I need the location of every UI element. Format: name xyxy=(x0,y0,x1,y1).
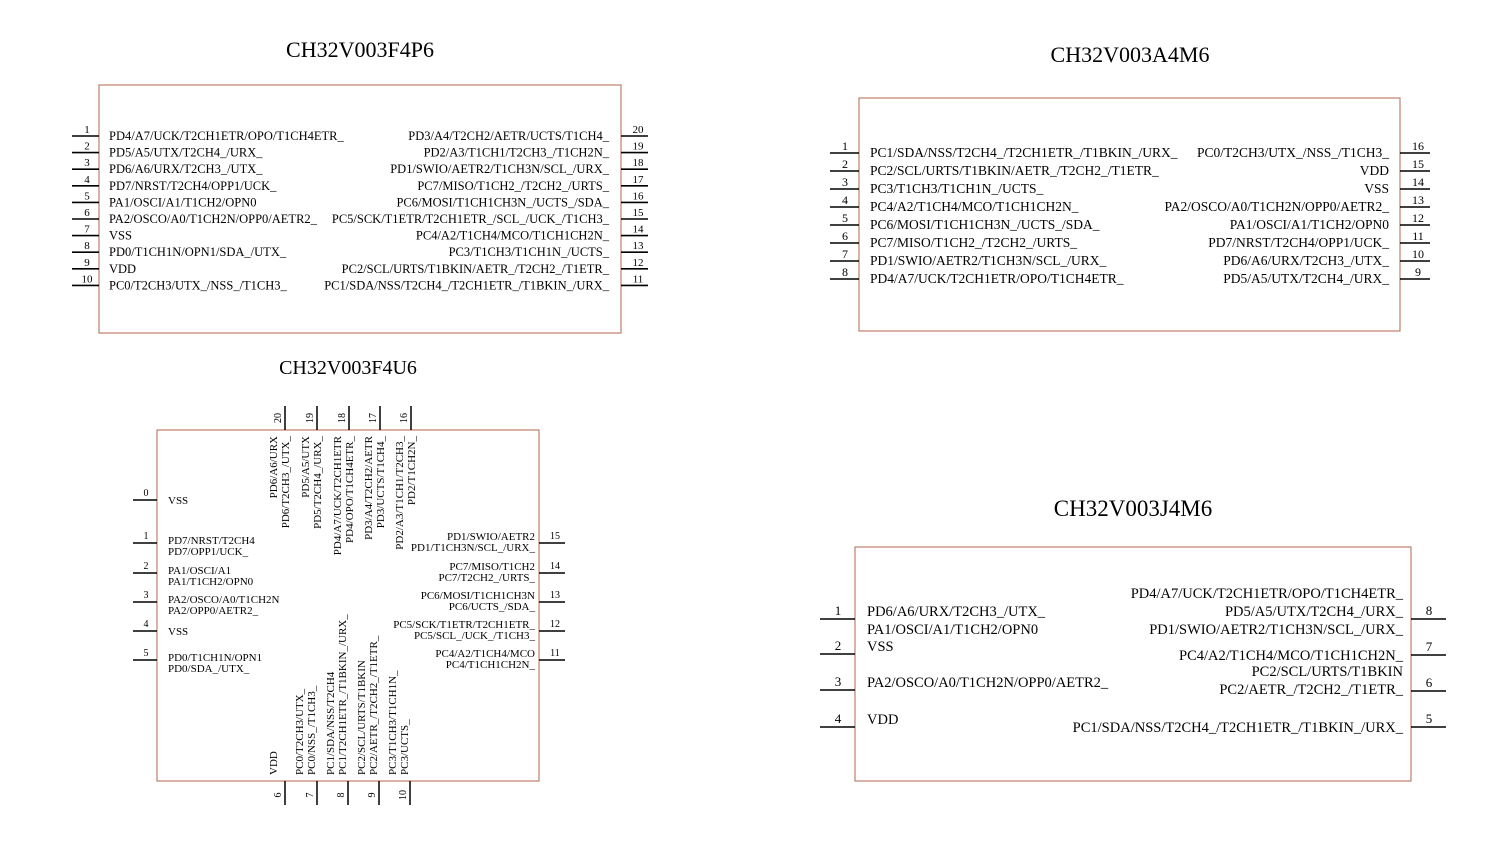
pin-label: PD3/A4/T2CH2/AETR xyxy=(363,436,375,540)
pin-number: 5 xyxy=(1425,711,1433,726)
pin-number: 6 xyxy=(1425,675,1433,690)
pin-number: 15 xyxy=(1412,157,1424,171)
pin-16 xyxy=(1197,139,1430,160)
pin-label: PD1/T1CH3N/SCL_/URX_ xyxy=(410,542,535,554)
pin-label: PD0/SDA_/UTX_ xyxy=(168,663,250,675)
pin-number: 15 xyxy=(550,531,560,542)
pin-number: 5 xyxy=(842,211,848,225)
pin-number: 1 xyxy=(84,124,90,136)
chip-body xyxy=(859,98,1400,331)
pin-number: 20 xyxy=(632,124,644,136)
pin-16 xyxy=(394,406,418,550)
pin-label: PC2/SCL/URTS/T1BKIN xyxy=(1251,664,1403,680)
pin-14 xyxy=(438,561,565,584)
pin-18 xyxy=(390,157,648,176)
pin-label: PC1/SDA/NSS/T2CH4_/T2CH1ETR_/T1BKIN_/URX_ xyxy=(870,145,1178,160)
pin-number: 8 xyxy=(1425,603,1433,618)
pin-label: PD5/A5/UTX/T2CH4_/URX_ xyxy=(1223,271,1389,286)
pin-16 xyxy=(396,190,648,209)
pin-label: VDD xyxy=(268,751,280,775)
pin-number: 1 xyxy=(143,531,149,542)
pin-number: 5 xyxy=(143,648,149,659)
pin-label: PD2/T1CH2N_ xyxy=(406,436,418,506)
pin-number: 19 xyxy=(632,140,644,153)
pin-number: 0 xyxy=(143,488,149,499)
pin-label: PC2/SCL/URTS/T1BKIN/AETR_/T2CH2_/T1ETR_ xyxy=(870,163,1159,178)
pin-12 xyxy=(342,257,648,276)
pin-17 xyxy=(363,406,387,540)
pin-label: PD4/OPO/T1CH4ETR_ xyxy=(344,436,356,543)
pin-label: PC2/SCL/URTS/T1BKIN xyxy=(356,660,368,775)
pin-number: 6 xyxy=(273,792,284,798)
pin-number: 3 xyxy=(84,157,90,170)
pin-label: PD4/A7/UCK/T2CH1ETR xyxy=(332,436,344,556)
pin-label: PC4/A2/T1CH4/MCO/T1CH1CH2N_ xyxy=(1179,648,1403,664)
pin-number: 10 xyxy=(398,790,409,800)
pin-5 xyxy=(830,211,1100,232)
pin-label: PD2/A3/T1CH1/T2CH3_ xyxy=(394,436,406,550)
pin-label: PC5/SCK/T1ETR/T2CH1ETR_ xyxy=(393,619,535,631)
pin-number: 9 xyxy=(84,256,90,269)
pin-label: PD6/A6/URX/T2CH3_/UTX_ xyxy=(867,604,1046,620)
pin-label: PD5/A5/UTX/T2CH4_/URX_ xyxy=(1224,604,1403,620)
pin-label: PC6/MOSI/T1CH1CH3N_/UCTS_/SDA_ xyxy=(396,195,609,210)
pin-number: 12 xyxy=(632,256,644,269)
pin-label: VDD xyxy=(867,712,899,728)
pin-number: 4 xyxy=(84,173,90,186)
pin-number: 18 xyxy=(632,157,644,170)
pin-3 xyxy=(830,175,1044,196)
pin-10 xyxy=(1223,247,1430,268)
chip-title: CH32V003A4M6 xyxy=(1050,42,1210,67)
pin-label: PC2/SCL/URTS/T1BKIN/AETR_/T2CH2_/T1ETR_ xyxy=(341,261,609,276)
pin-number: 6 xyxy=(842,229,848,243)
pin-20 xyxy=(408,124,648,143)
pin-11 xyxy=(435,648,565,671)
pin-number: 19 xyxy=(305,413,316,423)
pin-label: PD5/T2CH4_/URX_ xyxy=(312,436,324,529)
pin-label: PD6/A6/URX/T2CH3_/UTX_ xyxy=(109,162,263,177)
pin-number: 3 xyxy=(834,674,842,689)
chip-f4u6 xyxy=(133,357,565,805)
pin-15 xyxy=(332,207,648,226)
pin-label: PC2/AETR_/T2CH2_/T1ETR_ xyxy=(1219,682,1403,698)
pin-number: 5 xyxy=(84,190,90,203)
pin-label: VSS xyxy=(168,626,189,638)
pin-8 xyxy=(1131,586,1446,638)
pin-4 xyxy=(72,174,277,193)
pin-7 xyxy=(830,247,1107,268)
pin-13 xyxy=(449,240,648,259)
pin-5 xyxy=(72,190,257,209)
pin-label: PC7/MISO/T1CH2 xyxy=(449,561,535,573)
pin-label: PD0/T1CH1N/OPN1/SDA_/UTX_ xyxy=(109,245,287,260)
pin-label: PC4/A2/T1CH4/MCO xyxy=(435,648,535,660)
pin-label: PD4/A7/UCK/T2CH1ETR/OPO/T1CH4ETR_ xyxy=(109,129,344,143)
pin-number: 13 xyxy=(632,240,644,253)
pin-0 xyxy=(133,488,188,507)
pin-label: PC5/SCL_/UCK_/T1CH3_ xyxy=(413,630,535,642)
pin-number: 14 xyxy=(1412,175,1424,189)
pin-number: 9 xyxy=(1415,265,1421,279)
pin-label: PD1/SWIO/AETR2/T1CH3N/SCL_/URX_ xyxy=(1149,622,1403,638)
pin-label: PD5/A5/UTX/T2CH4_/URX_ xyxy=(109,145,263,160)
pin-label: PD4/A7/UCK/T2CH1ETR/OPO/T1CH4ETR_ xyxy=(870,271,1124,286)
pin-number: 13 xyxy=(1412,193,1424,207)
pin-number: 17 xyxy=(632,173,644,186)
pin-label: PD7/NRST/T2CH4/OPP1/UCK_ xyxy=(1208,235,1389,250)
pin-1 xyxy=(830,139,1178,160)
chip-f4p6 xyxy=(72,37,648,333)
pin-label: VSS xyxy=(168,495,189,507)
pin-7 xyxy=(72,224,132,243)
pin-number: 6 xyxy=(84,207,90,219)
pin-label: PD5/A5/UTX xyxy=(300,436,312,498)
pin-label: VDD xyxy=(1359,163,1389,178)
pin-label: PA1/OSCI/A1/T1CH2/OPN0 xyxy=(1229,217,1389,232)
pin-label: PD3/UCTS/T1CH4_ xyxy=(375,436,387,529)
pin-label: PA1/OSCI/A1/T1CH2/OPN0 xyxy=(109,195,257,210)
pin-10 xyxy=(387,670,411,805)
pin-number: 16 xyxy=(399,413,410,423)
pin-5 xyxy=(133,648,262,675)
pin-6 xyxy=(830,229,1077,250)
pin-number: 7 xyxy=(305,792,316,798)
pin-label: PC0/T2CH3/UTX_/NSS_/T1CH3_ xyxy=(109,278,287,293)
pin-label: PC1/T2CH1ETR_/T1BKIN_/URX_ xyxy=(337,614,349,775)
pin-2 xyxy=(830,157,1159,178)
pin-label: PD1/SWIO/AETR2 xyxy=(447,531,535,543)
pin-label: PC3/T1CH3/T1CH1N_/UCTS_ xyxy=(448,245,609,260)
pin-number: 11 xyxy=(632,273,644,286)
pin-number: 8 xyxy=(84,240,90,253)
pin-label: PA1/OSCI/A1 xyxy=(168,565,232,577)
pin-number: 9 xyxy=(367,792,378,798)
pin-4 xyxy=(820,711,898,728)
pin-label: PC2/AETR_/T2CH2_/T1ETR_ xyxy=(368,635,380,775)
chip-title: CH32V003F4U6 xyxy=(279,357,417,379)
pin-number: 8 xyxy=(842,265,848,279)
pin-number: 10 xyxy=(81,273,93,286)
pin-8 xyxy=(72,240,287,259)
pin-11 xyxy=(1208,229,1430,250)
pin-19 xyxy=(300,406,324,529)
pin-1 xyxy=(820,603,1046,638)
pin-number: 15 xyxy=(632,207,644,219)
pin-label: PD7/NRST/T2CH4 xyxy=(168,535,255,547)
pin-label: PC5/SCK/T1ETR/T2CH1ETR_/SCL_/UCK_/T1CH3_ xyxy=(331,212,609,226)
pin-label: PA1/T1CH2/OPN0 xyxy=(168,576,254,588)
pin-label: PD1/SWIO/AETR2/T1CH3N/SCL_/URX_ xyxy=(390,162,609,177)
pin-label: PC4/A2/T1CH4/MCO/T1CH1CH2N_ xyxy=(415,228,609,243)
pin-label: PC4/T1CH1CH2N_ xyxy=(445,659,535,671)
pin-label: VSS xyxy=(1364,181,1389,196)
pin-number: 2 xyxy=(842,157,848,171)
pin-3 xyxy=(72,157,263,176)
chip-title: CH32V003J4M6 xyxy=(1053,496,1213,521)
pin-4 xyxy=(830,193,1079,214)
pin-label: PC1/SDA/NSS/T2CH4_/T2CH1ETR_/T1BKIN_/URX_ xyxy=(324,278,609,293)
chip-a4m6 xyxy=(830,42,1430,331)
pin-label: PA2/OPP0/AETR2_ xyxy=(168,605,259,617)
pin-label: PD3/A4/T2CH2/AETR/UCTS/T1CH4_ xyxy=(408,129,609,143)
pin-6 xyxy=(268,751,285,805)
pin-1 xyxy=(72,124,344,143)
pin-7 xyxy=(294,685,318,805)
pin-number: 12 xyxy=(1412,211,1424,225)
pin-label: PD7/NRST/T2CH4/OPP1/UCK_ xyxy=(109,178,277,193)
pin-number: 18 xyxy=(337,413,348,423)
pin-17 xyxy=(417,174,648,193)
pin-14 xyxy=(416,224,648,243)
pin-number: 16 xyxy=(1412,139,1424,153)
pin-label: PC0/T2CH3/UTX_ xyxy=(294,688,306,775)
pin-2 xyxy=(820,638,894,655)
pin-number: 7 xyxy=(84,223,90,236)
pin-4 xyxy=(133,619,188,638)
pin-number: 16 xyxy=(632,190,644,203)
pin-15 xyxy=(411,531,565,554)
pin-number: 7 xyxy=(842,247,848,261)
pin-label: PC0/NSS_/T1CH3_ xyxy=(306,685,318,775)
pin-label: PD4/A7/UCK/T2CH1ETR/OPO/T1CH4ETR_ xyxy=(1130,586,1403,602)
pin-number: 2 xyxy=(84,140,90,153)
pin-number: 11 xyxy=(550,648,560,659)
pin-label: PA2/OSCO/A0/T1CH2N/OPP0/AETR2_ xyxy=(109,212,317,226)
pin-label: PD7/OPP1/UCK_ xyxy=(168,546,249,558)
pin-label: PC6/MOSI/T1CH1CH3N_/UCTS_/SDA_ xyxy=(870,217,1100,232)
pin-number: 8 xyxy=(336,792,347,798)
pin-number: 4 xyxy=(842,193,848,207)
pin-label: PC6/UCTS_/SDA_ xyxy=(448,601,535,613)
pin-label: PC1/SDA/NSS/T2CH4_/T2CH1ETR_/T1BKIN_/URX_ xyxy=(1072,720,1403,736)
pin-number: 4 xyxy=(143,619,149,630)
pin-label: PC3/UCTS_ xyxy=(399,719,411,775)
pin-11 xyxy=(324,273,648,292)
pin-6 xyxy=(72,207,318,226)
pin-number: 7 xyxy=(1425,639,1433,654)
pin-label: PC3/T1CH3/T1CH1N_ xyxy=(387,670,399,775)
pin-number: 14 xyxy=(632,223,644,236)
pin-2 xyxy=(133,561,254,588)
pin-label: PC0/T2CH3/UTX_/NSS_/T1CH3_ xyxy=(1196,145,1389,160)
pin-label: PC1/SDA/NSS/T2CH4 xyxy=(325,671,337,775)
pin-10 xyxy=(72,273,288,292)
pin-label: PD6/A6/URX xyxy=(268,436,280,499)
pin-label: PD1/SWIO/AETR2/T1CH3N/SCL_/URX_ xyxy=(870,253,1107,268)
pin-number: 17 xyxy=(368,413,379,423)
chip-j4m6 xyxy=(820,496,1446,781)
pin-label: PD6/A6/URX/T2CH3_/UTX_ xyxy=(1223,253,1389,268)
pin-20 xyxy=(268,406,292,528)
chip-title: CH32V003F4P6 xyxy=(286,37,434,62)
pin-label: PC7/T2CH2_/URTS_ xyxy=(438,572,535,584)
pin-number: 11 xyxy=(1412,229,1424,243)
pin-label: PA1/OSCI/A1/T1CH2/OPN0 xyxy=(867,622,1039,638)
pin-9 xyxy=(1223,265,1430,286)
pin-number: 2 xyxy=(834,638,842,653)
pin-13 xyxy=(421,590,565,613)
pin-5 xyxy=(1073,711,1446,736)
pin-number: 12 xyxy=(550,619,560,630)
pin-label: PC7/MISO/T1CH2_/T2CH2_/URTS_ xyxy=(870,235,1077,250)
pin-number: 14 xyxy=(550,561,560,572)
pin-number: 3 xyxy=(143,590,149,601)
pin-number: 13 xyxy=(550,590,560,601)
pin-18 xyxy=(332,406,356,555)
pin-number: 1 xyxy=(834,603,842,618)
pin-number: 20 xyxy=(273,413,284,423)
pin-8 xyxy=(325,614,349,805)
pin-label: VSS xyxy=(109,228,132,243)
pin-number: 3 xyxy=(842,175,848,189)
pin-number: 2 xyxy=(143,561,149,572)
pin-1 xyxy=(133,531,255,558)
pin-8 xyxy=(830,265,1124,286)
pin-number: 10 xyxy=(1412,247,1424,261)
pin-number: 4 xyxy=(834,711,842,726)
pin-label: VSS xyxy=(867,639,894,655)
pin-label: PA2/OSCO/A0/T1CH2N/OPP0/AETR2_ xyxy=(1164,199,1389,214)
pin-label: VDD xyxy=(109,261,137,276)
pin-label: PA2/OSCO/A0/T1CH2N xyxy=(168,594,280,606)
pin-9 xyxy=(356,635,380,805)
pin-label: PC3/T1CH3/T1CH1N_/UCTS_ xyxy=(870,181,1044,196)
pin-label: PD6/T2CH3_/UTX_ xyxy=(280,436,292,529)
pin-label: PD0/T1CH1N/OPN1 xyxy=(168,652,263,664)
pin-label: PA2/OSCO/A0/T1CH2N/OPP0/AETR2_ xyxy=(867,675,1109,691)
pin-label: PC4/A2/T1CH4/MCO/T1CH1CH2N_ xyxy=(870,199,1079,214)
pin-label: PC6/MOSI/T1CH1CH3N xyxy=(420,590,535,602)
pin-6 xyxy=(1219,664,1446,698)
pin-number: 1 xyxy=(842,139,848,153)
pin-19 xyxy=(424,141,648,160)
pin-3 xyxy=(820,674,1109,691)
pin-label: PD2/A3/T1CH1/T2CH3_/T1CH2N_ xyxy=(423,145,609,160)
pin-7 xyxy=(1179,639,1446,664)
pin-3 xyxy=(133,590,280,617)
pin-13 xyxy=(1164,193,1430,214)
pin-2 xyxy=(72,141,263,160)
pin-label: PC7/MISO/T1CH2_/T2CH2_/URTS_ xyxy=(417,178,609,193)
